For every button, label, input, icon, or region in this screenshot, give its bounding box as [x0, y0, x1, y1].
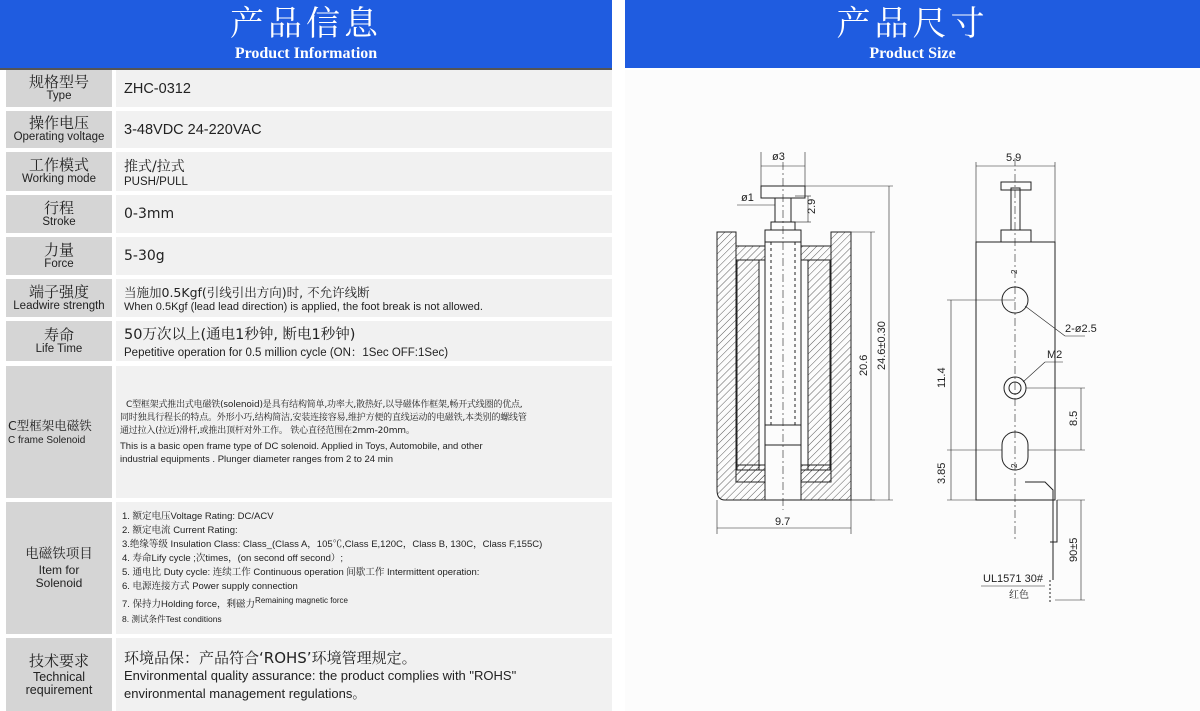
item-line: 6. 电源连接方式 Power supply connection: [122, 580, 298, 592]
product-size-panel: [625, 0, 1200, 711]
spec-row-stroke: [6, 195, 612, 233]
label-zh: 规格型号: [28, 73, 89, 91]
spec-row-items: [6, 502, 612, 634]
dim-d3: ø3: [772, 151, 785, 163]
label-en: Type: [46, 90, 72, 102]
label-en: Force: [44, 257, 74, 270]
dimension-drawing: [625, 70, 1200, 711]
technical-drawing-svg: [625, 70, 1200, 711]
value-text: ZHC-0312: [124, 80, 191, 97]
spec-value: [116, 237, 612, 275]
dim-hole: 2-ø2.5: [1065, 323, 1097, 335]
spec-value: [116, 279, 612, 317]
label-zh: 行程: [43, 198, 74, 217]
spec-value: [116, 321, 612, 361]
banner-title-en: Product Size: [869, 45, 956, 62]
label-zh: 力量: [43, 240, 74, 259]
spec-row-life-time: [6, 321, 612, 361]
item-line: 7. 保持力Holding force，剩磁力: [122, 599, 256, 611]
label-zh: C型框架电磁铁: [8, 417, 92, 433]
spec-label: [6, 279, 112, 317]
cframe-en-line: industrial equipments . Plunger diameter ranges from 2 to 24 min: [120, 453, 393, 465]
dim-d1: ø1: [741, 192, 754, 204]
item-line: 4. 寿命Lify cycle ;次times，(on second off second）;: [122, 552, 344, 564]
value-zh: 推式/拉式: [124, 158, 185, 175]
coil-right: [808, 260, 830, 470]
label-en: C frame Solenoid: [8, 434, 86, 446]
value-en: environmental management regulations。: [124, 686, 366, 701]
label-en: Working mode: [22, 173, 96, 185]
spec-row-force: [6, 237, 612, 275]
label-zh: 操作电压: [28, 114, 89, 132]
spec-value: [116, 195, 612, 233]
value-en: When 0.5Kgf (lead lead direction) is applied, the foot break is not allowed.: [124, 301, 483, 313]
spec-label: [6, 321, 112, 361]
cframe-en-line: This is a basic open frame type of DC solenoid. Applied in Toys, Automobile, and other: [120, 440, 483, 452]
spec-row-c-frame: [6, 366, 612, 498]
spec-label: [6, 502, 112, 634]
dim-h29: 2.9: [806, 198, 818, 214]
spec-row-technical: [6, 638, 612, 711]
label-en: requirement: [25, 682, 93, 697]
spec-label: [6, 638, 112, 711]
label-en: Item for: [38, 563, 80, 577]
value-zh: 环境品保：产品符合‘ROHS’环境管理规定。: [124, 649, 417, 667]
value-zh: 50万次以上(通电1秒钟, 断电1秒钟): [124, 326, 356, 343]
label-en: Operating voltage: [13, 131, 105, 143]
dim-h90: 90±5: [1068, 537, 1080, 562]
item-line: 8. 测试条件Test conditions: [122, 614, 222, 625]
dim-h206: 20.6: [858, 354, 870, 376]
item-line-7: [122, 594, 612, 612]
item-line: 2. 额定电流 Current Rating:: [122, 524, 238, 536]
banner-title-en: Product Information: [234, 45, 378, 62]
spec-value: [116, 638, 612, 711]
label-zh: 工作模式: [28, 156, 89, 174]
label-zh: 寿命: [43, 325, 74, 344]
dim-h246: 24.6±0.30: [876, 321, 888, 370]
banner-title-zh: 产品信息: [230, 4, 382, 44]
lead-wire: [1025, 482, 1057, 542]
label-en: Stroke: [42, 215, 76, 228]
spec-row-type: [6, 70, 612, 107]
side-view-body: [976, 242, 1055, 500]
coil-left: [737, 260, 759, 470]
label-en: Solenoid: [35, 576, 83, 590]
label-en: Life Time: [35, 342, 83, 355]
cframe-zh-line: 同时独具行程长的特点。外形小巧,结构简洁,安装连接容易,维护方便的直线运动的电磁铁,本类别的螺线管: [120, 412, 527, 423]
label-en: Leadwire strength: [13, 299, 105, 312]
spec-label: [6, 195, 112, 233]
wire-color: 红色: [1009, 590, 1029, 601]
spec-row-leadwire: [6, 279, 612, 317]
spec-value: [116, 366, 612, 498]
dim-h85: 8.5: [1068, 410, 1080, 426]
item-line: 5. 通电比 Duty cycle: 连续工作 Continuous operation 间歇工作 Intermittent operation:: [122, 566, 480, 578]
value-text: 0-3mm: [124, 206, 175, 222]
spec-value: [116, 502, 612, 634]
dim-small-a: 2: [1010, 269, 1019, 274]
spec-value: [116, 70, 612, 107]
label-zh: 电磁铁项目: [25, 546, 93, 562]
label-en: Technical: [32, 669, 86, 684]
remaining-force-note: Remaining magnetic force: [255, 595, 348, 605]
value-en: Pepetitive operation for 0.5 million cycle (ON：1Sec OFF:1Sec): [124, 346, 449, 359]
cframe-zh-line: 通过拉入(拉近)滑杆,或推出顶杆对外工作。 铁心直径范围在2mm-20mm。: [120, 425, 415, 436]
value-en: Environmental quality assurance: the product complies with "ROHS": [124, 668, 517, 683]
spec-row-voltage: [6, 111, 612, 148]
dim-m2: M2: [1047, 349, 1063, 361]
dim-small-b: 2: [1010, 463, 1019, 468]
spec-row-working-mode: [6, 152, 612, 191]
spec-value: [116, 111, 612, 148]
wire-spec: UL1571 30#: [983, 573, 1043, 585]
label-zh: 端子强度: [28, 282, 89, 301]
spec-label: [6, 366, 112, 498]
value-en: PUSH/PULL: [124, 175, 188, 188]
dim-w59: 5.9: [1006, 152, 1022, 164]
label-zh: 技术要求: [28, 651, 89, 670]
item-line: 1. 额定电压Voltage Rating: DC/ACV: [122, 510, 274, 522]
value-text: 3-48VDC 24-220VAC: [124, 121, 262, 138]
spec-label: [6, 111, 112, 148]
dim-h385: 3.85: [936, 462, 948, 484]
product-size-banner: [625, 0, 1200, 68]
item-line: 3.绝缘等级 Insulation Class: Class_(Class A，105℃,Class E,120C，Class B, 130C，Class F,155C): [122, 538, 543, 550]
value-zh: 当施加0.5Kgf(引线引出方向)时, 不允许线断: [124, 285, 370, 300]
dim-w97: 9.7: [775, 516, 791, 528]
spec-label: [6, 152, 112, 191]
value-text: 5-30g: [124, 248, 165, 264]
spec-value: [116, 152, 612, 191]
cframe-zh-line: C型框架式推出式电磁铁(solenoid)是具有结构简单,功率大,散热好,以导磁体作框架,畅开式线圈的优点,: [126, 399, 523, 410]
product-info-banner: [0, 0, 612, 68]
spec-label: [6, 70, 112, 107]
dim-h114: 11.4: [936, 367, 948, 388]
banner-title-zh: 产品尺寸: [836, 4, 989, 44]
spec-label: [6, 237, 112, 275]
